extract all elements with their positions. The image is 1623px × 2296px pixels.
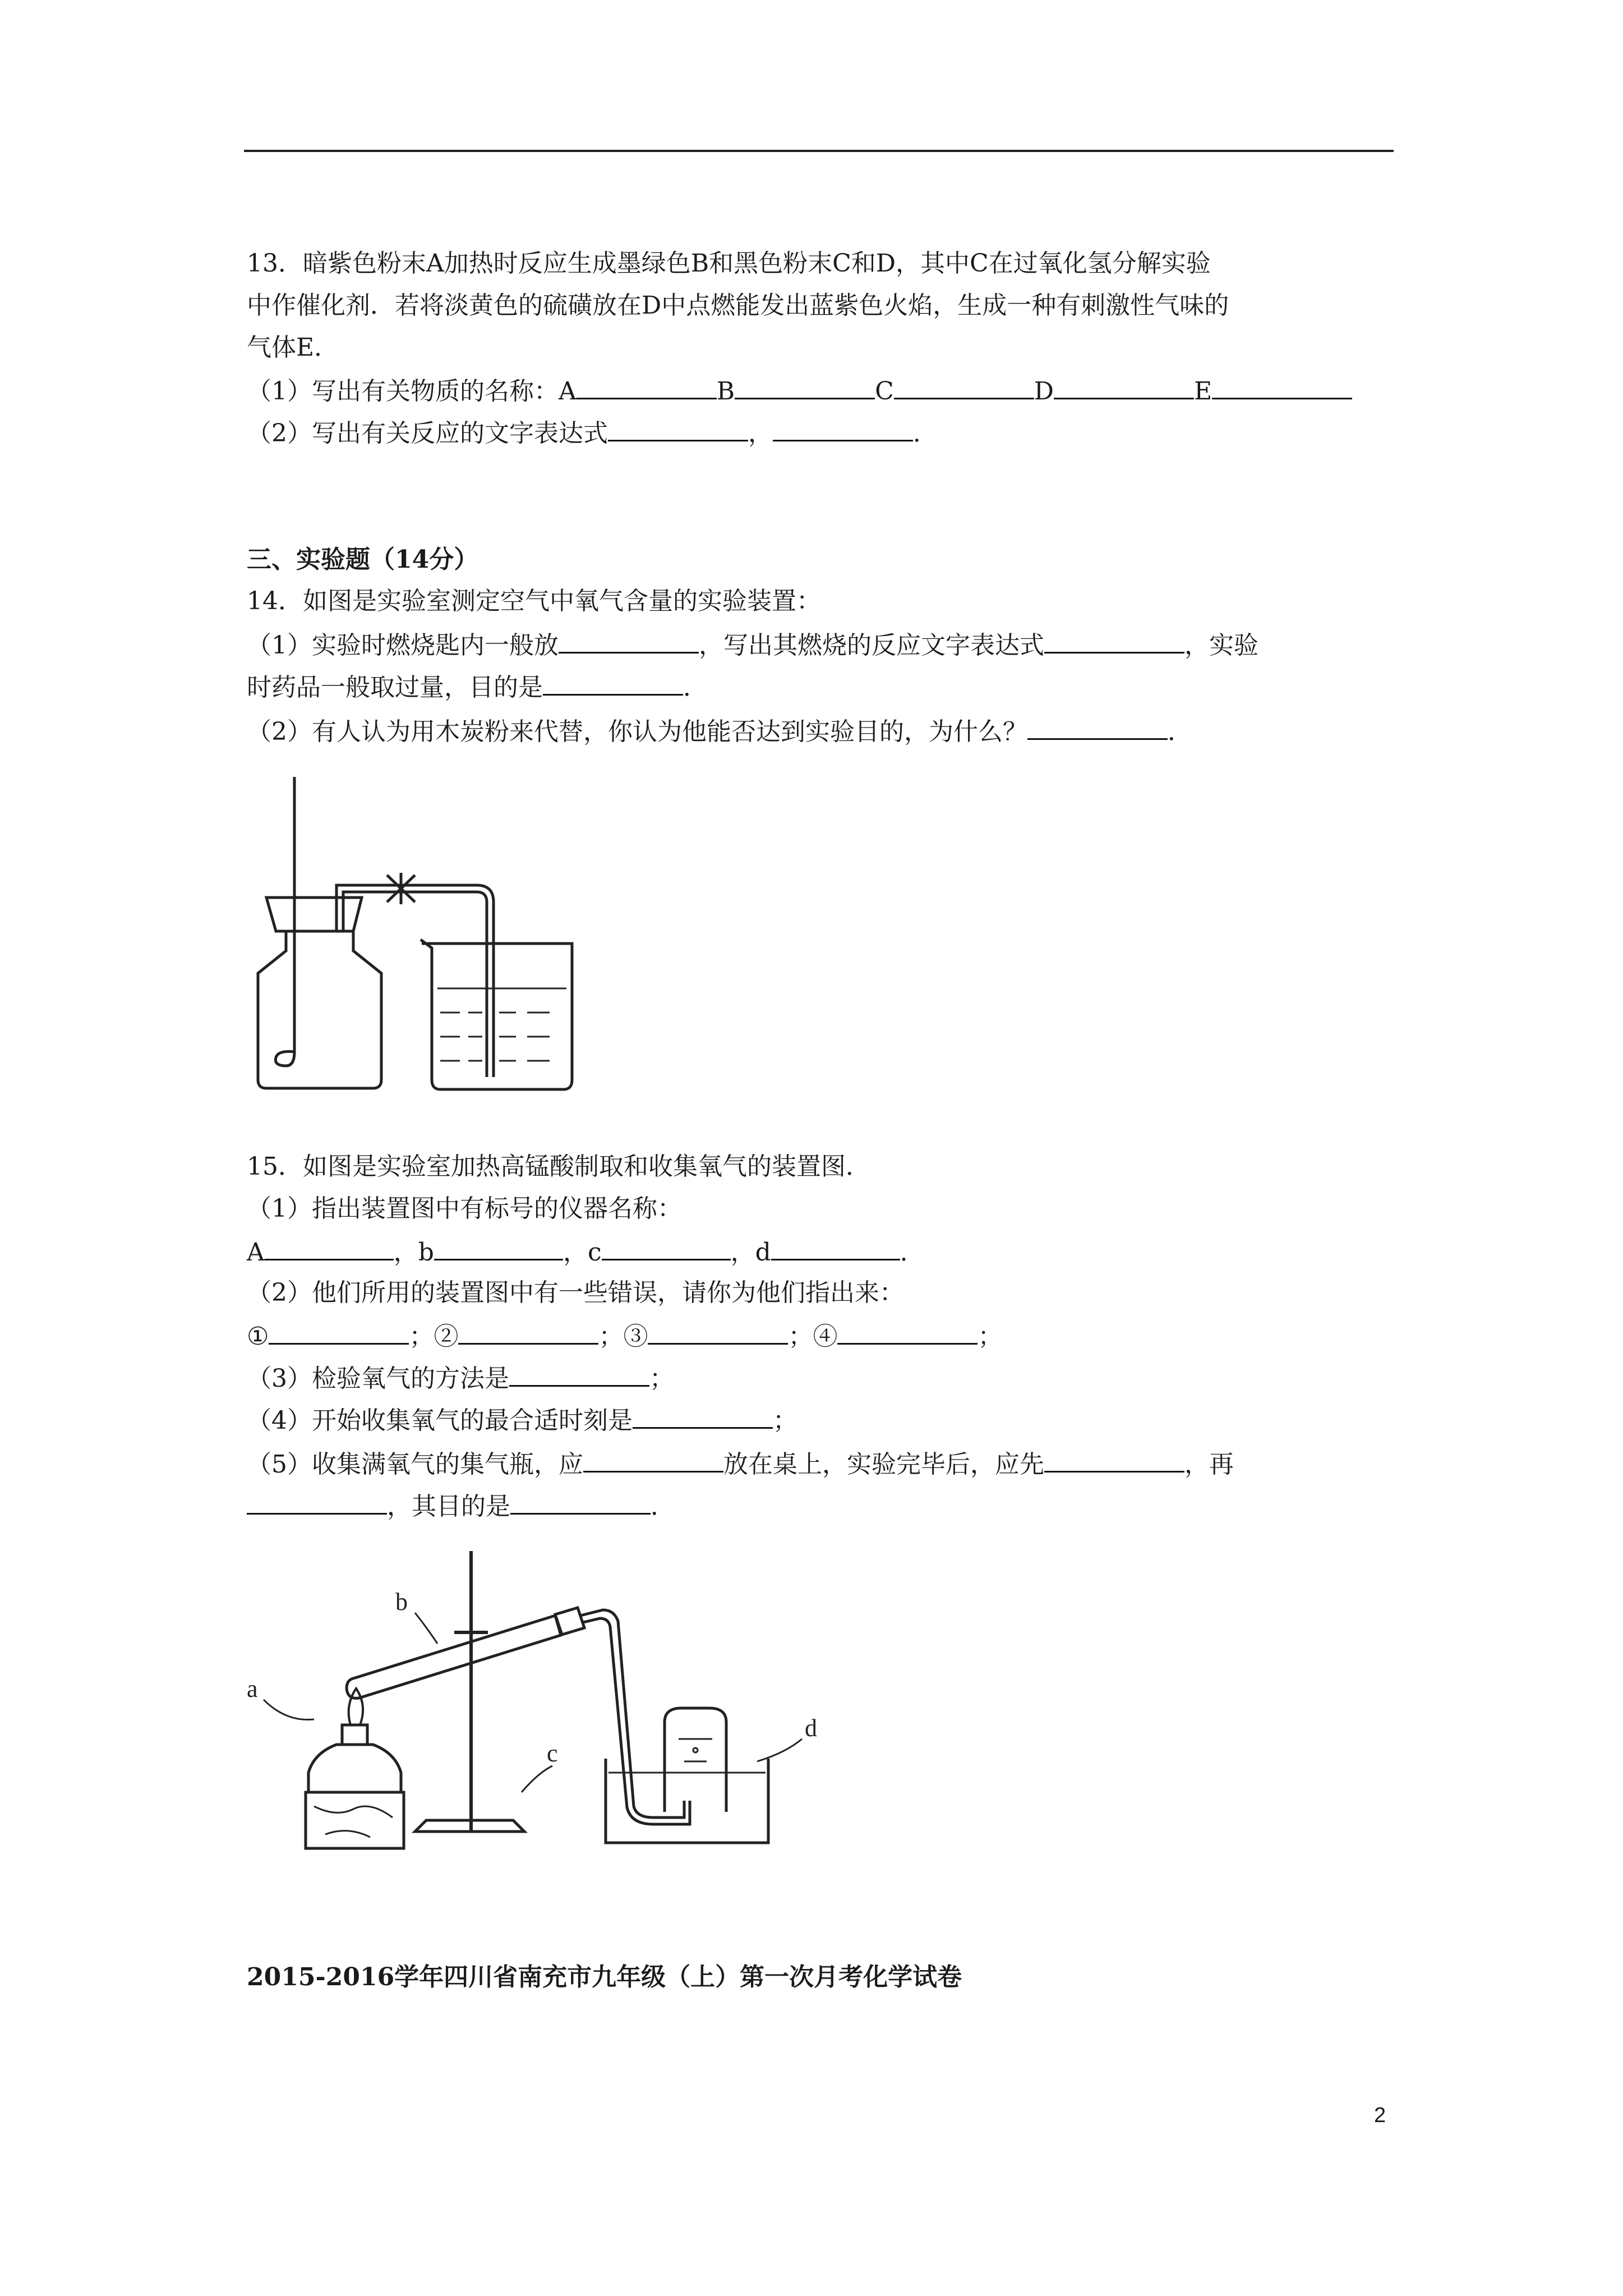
figure-label-c: c xyxy=(547,1740,558,1767)
q13-part-1 xyxy=(247,373,1352,408)
q15-p1-end: ． xyxy=(900,1238,925,1267)
answer-blank-purpose-2[interactable] xyxy=(510,1488,651,1515)
q15-part-1-blanks xyxy=(247,1234,925,1269)
answer-blank-eq1[interactable] xyxy=(608,415,748,441)
q13-line-1: 13．暗紫色粉末A加热时反应生成墨绿色B和黑色粉末C和D，其中C在过氧化氢分解实验 xyxy=(247,249,1211,278)
q15-p4: （4）开始收集氧气的最合适时刻是 xyxy=(247,1406,633,1435)
answer-blank-placement[interactable] xyxy=(583,1446,723,1473)
rubber-stopper xyxy=(266,898,362,931)
q15-part-2: （2）他们所用的装置图中有一些错误，请你为他们指出来： xyxy=(247,1278,904,1307)
answer-blank-e[interactable] xyxy=(1212,373,1352,399)
q15-p5-d: ，其目的是 xyxy=(387,1492,510,1521)
burning-spoon-bowl xyxy=(275,1051,294,1066)
answer-blank-d[interactable] xyxy=(1054,373,1194,399)
q15-p5-end: ． xyxy=(651,1492,675,1521)
q14-p1-a: （1）实验时燃烧匙内一般放 xyxy=(247,631,559,660)
q13-label-c: C xyxy=(875,377,894,406)
q13-p1-prefix: （1）写出有关物质的名称：A xyxy=(247,377,577,406)
q14-part-1 xyxy=(247,627,1258,662)
q15-p3: （3）检验氧气的方法是 xyxy=(247,1364,509,1393)
header-rule xyxy=(244,150,1394,152)
q14-p2-end: ． xyxy=(1168,717,1192,746)
oxygen-content-apparatus-figure xyxy=(247,763,707,1094)
q15-err-2: ；② xyxy=(409,1322,459,1351)
q15-err-3: ；③ xyxy=(598,1322,648,1351)
q13-p2-prefix: （2）写出有关反应的文字表达式 xyxy=(247,419,608,448)
q13-label-e: E xyxy=(1194,377,1212,406)
q15-part-3 xyxy=(247,1360,674,1396)
q14-line-1: 14．如图是实验室测定空气中氧气含量的实验装置： xyxy=(247,587,821,615)
answer-blank-test-method[interactable] xyxy=(509,1360,649,1387)
answer-blank-b[interactable] xyxy=(735,373,875,399)
answer-blank-error-3[interactable] xyxy=(648,1318,788,1345)
test-tube xyxy=(347,1616,561,1698)
answer-blank-instrument-d[interactable] xyxy=(771,1234,900,1260)
answer-blank-collect-time[interactable] xyxy=(633,1402,773,1429)
figure-label-b: b xyxy=(395,1588,408,1616)
q14-p1-d: 时药品一般取过量，目的是 xyxy=(247,673,543,702)
q14-p1-b: ，写出其燃烧的反应文字表达式 xyxy=(699,631,1044,660)
q15-line-1: 15．如图是实验室加热高锰酸制取和收集氧气的装置图． xyxy=(247,1152,870,1181)
gas-collecting-bottle xyxy=(665,1708,726,1812)
answer-blank-purpose[interactable] xyxy=(543,669,683,696)
q15-p5-a: （5）收集满氧气的集气瓶，应 xyxy=(247,1450,583,1479)
q15-err-4: ；④ xyxy=(788,1322,838,1351)
q15-p5-b: 放在桌上，实验完毕后，应先 xyxy=(723,1450,1044,1479)
q14-p1-end: ． xyxy=(683,673,708,702)
spring-clamp xyxy=(387,873,415,904)
answer-blank-equation[interactable] xyxy=(1044,627,1184,654)
flame xyxy=(349,1688,363,1725)
q13-line-3: 气体E． xyxy=(247,333,339,362)
q15-p2-end: ； xyxy=(978,1322,1003,1351)
page-number: 2 xyxy=(1374,2104,1386,2127)
q13-line-2: 中作催化剂．若将淡黄色的硫磺放在D中点燃能发出蓝紫色火焰，生成一种有刺激性气味的 xyxy=(247,291,1229,320)
q15-label-a: A xyxy=(247,1238,265,1267)
answer-blank-error-1[interactable] xyxy=(269,1318,409,1345)
q13-part-2 xyxy=(247,415,938,450)
q13-label-d: D xyxy=(1034,377,1054,406)
answer-blank-eq2[interactable] xyxy=(773,415,913,441)
wooden-block xyxy=(306,1792,404,1848)
q15-part-5-cont xyxy=(247,1488,675,1524)
q15-part-1: （1）指出装置图中有标号的仪器名称： xyxy=(247,1194,682,1223)
q13-p2-sep: ， xyxy=(748,419,773,448)
answer-blank-instrument-a[interactable] xyxy=(265,1234,394,1260)
section-3-title: 三、实验题（14分） xyxy=(247,545,479,574)
answer-blank-instrument-c[interactable] xyxy=(602,1234,731,1260)
figure-label-d: d xyxy=(805,1714,817,1742)
answer-blank-a[interactable] xyxy=(577,373,717,399)
q15-label-c: ，c xyxy=(562,1238,602,1267)
answer-blank-error-2[interactable] xyxy=(458,1318,598,1345)
answer-blank-error-4[interactable] xyxy=(837,1318,978,1345)
answer-blank-c[interactable] xyxy=(894,373,1034,399)
answer-blank-charcoal[interactable] xyxy=(1027,714,1168,740)
glass-tube-to-beaker xyxy=(477,885,494,1077)
alcohol-lamp xyxy=(308,1745,401,1792)
oxygen-preparation-apparatus-figure xyxy=(241,1537,1105,1851)
q14-p1-c: ，实验 xyxy=(1184,631,1258,660)
q15-label-b: ，b xyxy=(393,1238,434,1267)
exam-paper-title: 2015-2016学年四川省南充市九年级（上）第一次月考化学试卷 xyxy=(247,1963,962,1991)
q13-label-b: B xyxy=(716,377,735,406)
q13-p2-end: ． xyxy=(913,419,938,448)
beaker-water xyxy=(437,988,566,1061)
answer-blank-spoon-content[interactable] xyxy=(559,627,699,654)
q14-p2: （2）有人认为用木炭粉来代替，你认为他能否达到实验目的，为什么？ xyxy=(247,717,1027,746)
q14-part-1-cont xyxy=(247,669,708,705)
q15-p3-end: ； xyxy=(649,1364,674,1393)
answer-blank-second-step[interactable] xyxy=(247,1488,387,1515)
q14-part-2 xyxy=(247,714,1192,749)
q15-p4-end: ； xyxy=(773,1406,797,1435)
figure-label-a: a xyxy=(247,1675,258,1703)
q15-label-d: ，d xyxy=(730,1238,771,1267)
q15-p5-c: ，再 xyxy=(1184,1450,1234,1479)
answer-blank-first-step[interactable] xyxy=(1044,1446,1184,1473)
beaker xyxy=(421,940,572,1089)
q15-err-1: ① xyxy=(247,1322,269,1351)
q15-part-4 xyxy=(247,1402,797,1438)
answer-blank-instrument-b[interactable] xyxy=(434,1234,563,1260)
q15-part-5 xyxy=(247,1446,1234,1481)
q15-part-2-blanks xyxy=(247,1318,1002,1354)
